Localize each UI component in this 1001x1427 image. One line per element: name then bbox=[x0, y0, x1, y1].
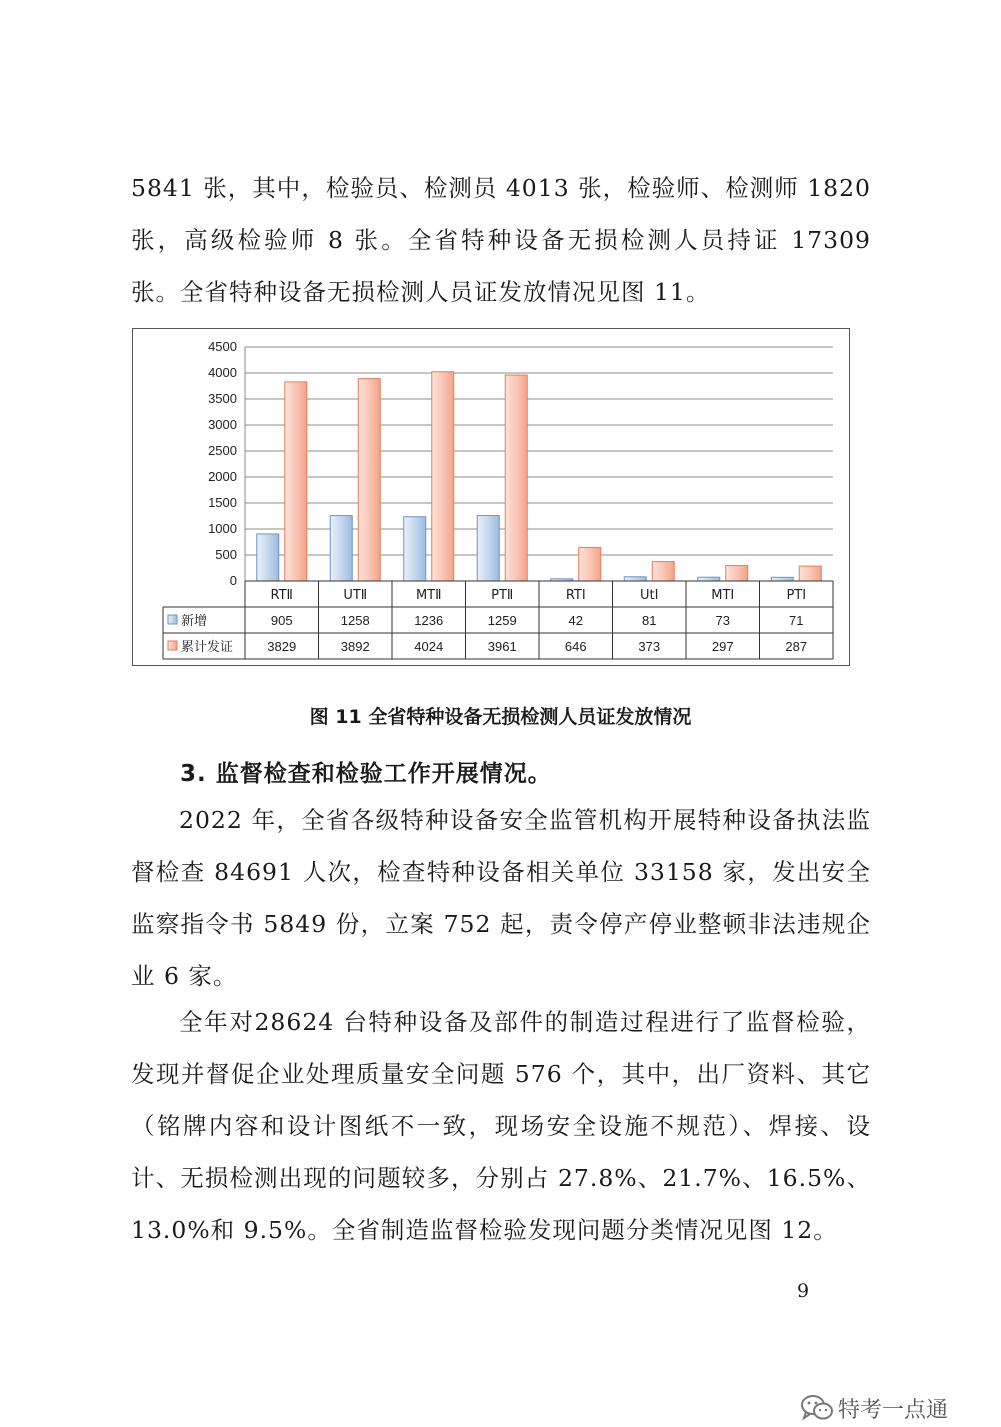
x-category-label: UtⅠ bbox=[640, 588, 659, 603]
bar-cumulative bbox=[285, 382, 307, 581]
y-tick-label: 4000 bbox=[208, 365, 237, 380]
x-category-label: UTⅡ bbox=[343, 588, 368, 603]
watermark-text: 特考一点通 bbox=[838, 1397, 949, 1423]
legend-key bbox=[168, 615, 177, 624]
bar-cumulative bbox=[726, 566, 748, 581]
x-category-label: RTⅠ bbox=[565, 588, 586, 603]
bar-new bbox=[698, 577, 720, 581]
legend-label: 新增 bbox=[181, 614, 208, 629]
data-table-value: 81 bbox=[642, 613, 657, 628]
data-table-value: 73 bbox=[715, 613, 730, 628]
y-tick-label: 4500 bbox=[208, 339, 237, 354]
y-tick-label: 3000 bbox=[208, 417, 237, 432]
data-table-value: 42 bbox=[568, 613, 583, 628]
bar-cumulative bbox=[505, 375, 527, 581]
x-category-label: PTⅡ bbox=[491, 588, 514, 603]
bar-new bbox=[404, 517, 426, 581]
legend-key bbox=[168, 641, 177, 650]
bar-chart bbox=[133, 329, 849, 665]
y-tick-label: 1500 bbox=[208, 495, 237, 510]
data-table-value: 646 bbox=[564, 639, 587, 654]
data-table-value: 3892 bbox=[340, 639, 370, 654]
bar-cumulative bbox=[652, 562, 674, 581]
data-table-value: 4024 bbox=[414, 639, 444, 654]
x-category-label: MTⅡ bbox=[415, 588, 442, 603]
data-table-value: 1236 bbox=[414, 613, 444, 628]
paragraph-2: 2022 年，全省各级特种设备安全监管机构开展特种设备执法监督检查 84691 人次，检查特种设备相关单位 33158 家，发出安全监察指令书 5849 份，立案 752 起，责令停产停业整顿非法违规企业 6 家。 bbox=[131, 806, 871, 990]
bar-new bbox=[771, 577, 793, 581]
paragraph-1: 5841 张，其中，检验员、检测员 4013 张，检验师、检测师 1820 张，高级检验师 8 张。全省特种设备无损检测人员持证 17309 张。全省特种设备无损检测人员证发放情况见图 11。 bbox=[131, 174, 871, 306]
data-table-value: 1259 bbox=[487, 613, 517, 628]
page-number: 9 bbox=[797, 1280, 810, 1302]
x-category-label: MTⅠ bbox=[711, 588, 735, 603]
x-category-label: RTⅡ bbox=[270, 588, 293, 603]
bar-new bbox=[624, 577, 646, 581]
data-table-value: 3829 bbox=[267, 639, 297, 654]
x-category-label: PTⅠ bbox=[786, 588, 807, 603]
data-table-value: 3961 bbox=[487, 639, 517, 654]
wechat-icon bbox=[800, 1393, 834, 1423]
paragraph-3: 全年对28624 台特种设备及部件的制造过程进行了监督检验，发现并督促企业处理质量安全问题 576 个，其中，出厂资料、其它（铭牌内容和设计图纸不一致，现场安全设施不规范）、焊接、设计、无损检测出现的问题较多，分别占 27.8%、21.7%、16.5%、13.0%和 9.5%。全省制造监督检验发现问题分类情况见图 12。 bbox=[131, 1008, 871, 1244]
figure-caption: 图 11 全省特种设备无损检测人员证发放情况 bbox=[309, 706, 692, 728]
y-tick-label: 500 bbox=[215, 547, 237, 562]
data-table-value: 1258 bbox=[340, 613, 370, 628]
bar-cumulative bbox=[432, 372, 454, 581]
bar-cumulative bbox=[579, 547, 601, 581]
y-tick-label: 2000 bbox=[208, 469, 237, 484]
y-tick-label: 2500 bbox=[208, 443, 237, 458]
data-table-value: 373 bbox=[638, 639, 661, 654]
data-table-value: 297 bbox=[711, 639, 734, 654]
bar-cumulative bbox=[358, 379, 380, 581]
y-tick-label: 1000 bbox=[208, 521, 237, 536]
legend-label: 累计发证 bbox=[181, 640, 234, 655]
bar-new bbox=[330, 516, 352, 581]
data-table-value: 905 bbox=[270, 613, 293, 628]
bar-new bbox=[257, 534, 279, 581]
section-heading: 3. 监督检查和检验工作开展情况。 bbox=[180, 761, 552, 787]
bar-new bbox=[477, 516, 499, 581]
data-table-value: 287 bbox=[785, 639, 808, 654]
y-tick-label: 3500 bbox=[208, 391, 237, 406]
bar-cumulative bbox=[799, 566, 821, 581]
data-table-value: 71 bbox=[789, 613, 804, 628]
figure-11-chart bbox=[132, 328, 850, 666]
y-tick-label: 0 bbox=[229, 573, 237, 588]
watermark bbox=[800, 1392, 948, 1424]
